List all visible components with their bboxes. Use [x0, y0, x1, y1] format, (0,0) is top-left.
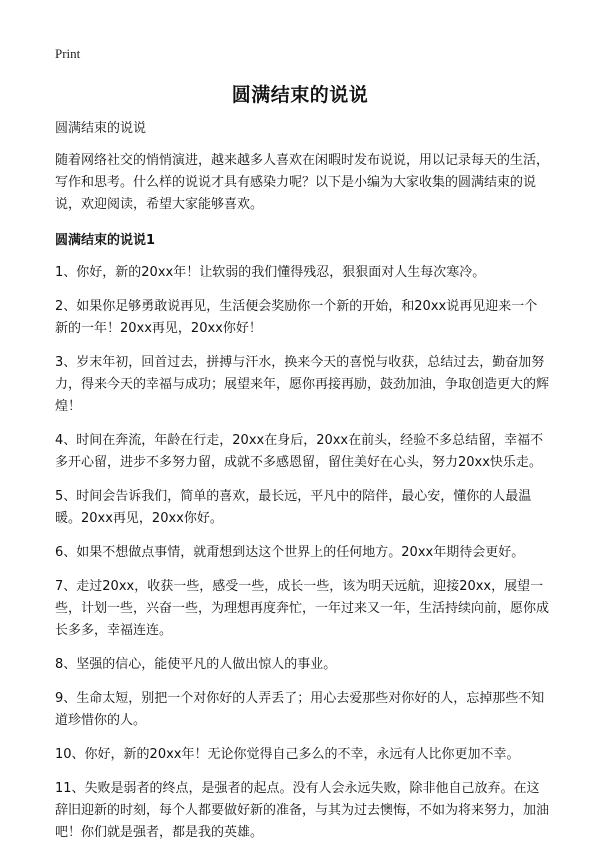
intro-paragraph: 随着网络社交的悄悄演进，越来越多人喜欢在闲暇时发布说说，用以记录每天的生活，写作和思考。什么样的说说才具有感染力呢？以下是小编为大家收集的圆满结束的说说，欢迎阅读，希望大家能够喜欢。 — [55, 153, 550, 212]
article-body — [55, 118, 550, 856]
list-item: 11、失败是弱者的终点，是强者的起点。没有人会永远失败，除非他自己放弃。在这辞旧迎新的时刻，每个人都要做好新的准备，与其为过去懊悔，不如为将来努力，加油吧！你们就是强者，都是我的英雄。 — [55, 781, 550, 840]
list-item: 6、如果不想做点事情，就甭想到达这个世界上的任何地方。20xx年期待会更好。 — [55, 545, 525, 560]
list-item: 1、你好，新的20xx年！让软弱的我们懂得残忍，狠狠面对人生每次寒冷。 — [55, 265, 486, 280]
article-subtitle: 圆满结束的说说 — [55, 121, 147, 136]
list-item: 2、如果你足够勇敢说再见，生活便会奖励你一个新的开始，和20xx说再见迎来一个新的一年！20xx再见，20xx你好！ — [55, 299, 538, 336]
list-item: 5、时间会告诉我们，简单的喜欢，最长远，平凡中的陪伴，最心安，懂你的人最温暖。20xx再见，20xx你好。 — [55, 489, 532, 526]
list-item: 3、岁末年初，回首过去，拼搏与汗水，换来今天的喜悦与收获，总结过去，勤奋加努力，得来今天的幸福与成功；展望来年，愿你再接再励，鼓劲加油，争取创造更大的辉煌！ — [55, 355, 550, 414]
list-item: 8、坚强的信心，能使平凡的人做出惊人的事业。 — [55, 657, 337, 672]
list-item: 10、你好，新的20xx年！无论你觉得自己多么的不幸，永远有人比你更加不幸。 — [55, 747, 520, 762]
section-heading: 圆满结束的说说1 — [55, 233, 156, 248]
page-title: 圆满结束的说说 — [231, 84, 369, 106]
list-item: 7、走过20xx，收获一些，感受一些，成长一些，该为明天远航，迎接20xx，展望一些，计划一些，兴奋一些，为理想再度奔忙，一年过来又一年，生活持续向前，愿你成长多多，幸福连连。 — [55, 579, 550, 638]
list-item: 9、生命太短，别把一个对你好的人弄丢了；用心去爱那些对你好的人，忘掉那些不知道珍惜你的人。 — [55, 691, 545, 728]
list-item: 4、时间在奔流，年龄在行走，20xx在身后，20xx在前头，经验不多总结留，幸福不多开心留，进步不多努力留，成就不多感恩留，留住美好在心头，努力20xx快乐走。 — [55, 433, 544, 470]
print-link[interactable]: Print — [55, 46, 81, 61]
